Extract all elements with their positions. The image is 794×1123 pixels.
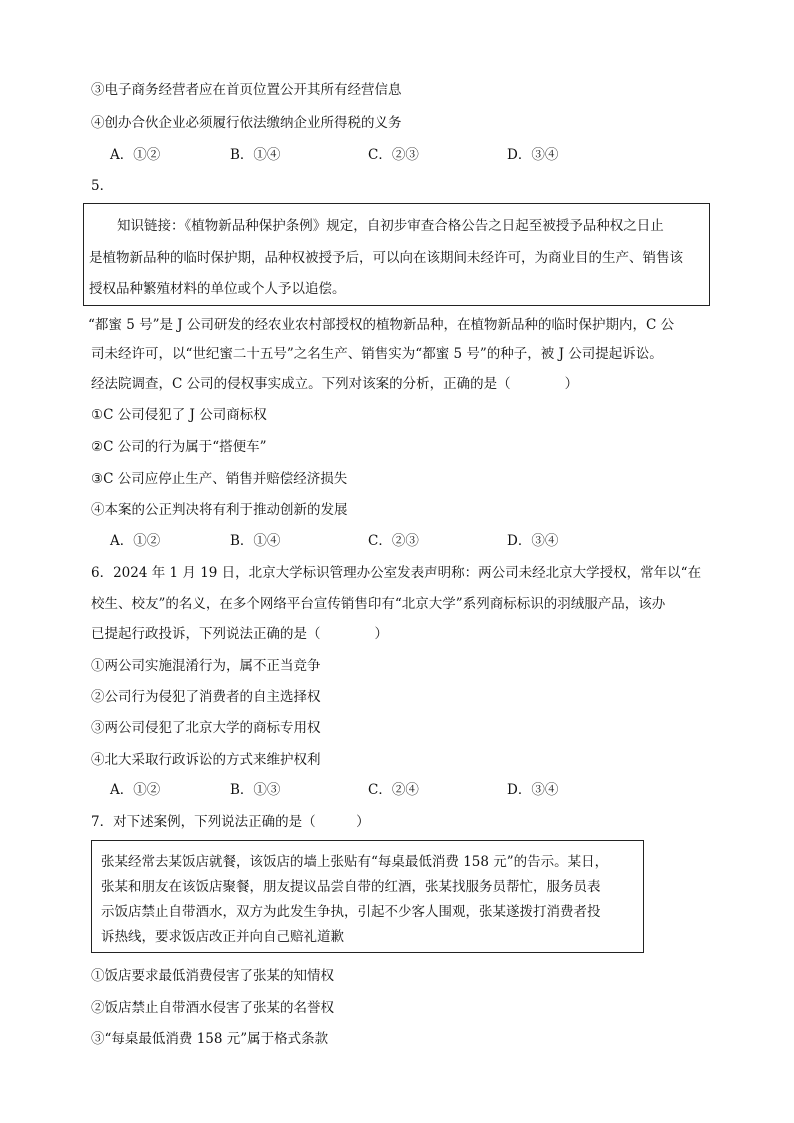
q7-item-1: ①饭店要求最低消费侵害了张某的知情权 <box>91 968 334 984</box>
q5-number: 5． <box>91 178 114 194</box>
q5-option-b: B．①④ <box>230 533 281 549</box>
q5-stem-line-2: 司未经许可，以“世纪蜜二十五号”之名生产、销售实为“都蜜 5 号”的种子，被 J 公司提起诉讼。 <box>91 346 663 362</box>
q4-option-c: C．②③ <box>368 147 419 163</box>
q7-box-line-4: 诉热线，要求饭店改正并向自己赔礼道歉 <box>101 929 344 945</box>
q5-item-3: ③C 公司应停止生产、销售并赔偿经济损失 <box>91 471 348 487</box>
q5-box-line-1: 知识链接：《植物新品种保护条例》规定，自初步审查合格公告之日起至被授予品种权之日止 <box>117 218 664 234</box>
q7-stem: 7．对下述案例，下列说法正确的是（ ） <box>91 814 370 830</box>
q5-knowledge-box <box>83 203 710 306</box>
q5-option-d: D．③④ <box>507 533 559 549</box>
q7-item-2: ②饭店禁止自带酒水侵害了张某的名誉权 <box>91 1000 334 1016</box>
q7-item-3: ③“每桌最低消费 158 元”属于格式条款 <box>91 1031 329 1047</box>
q4-option-d: D．③④ <box>507 147 559 163</box>
q5-box-line-2: 是植物新品种的临时保护期，品种权被授予后，可以向在该期间未经许可，为商业目的生产、销售该 <box>89 250 683 266</box>
q5-item-2: ②C 公司的行为属于“搭便车” <box>91 439 267 455</box>
q7-box-line-2: 张某和朋友在该饭店聚餐，朋友提议品尝自带的红酒，张某找服务员帮忙，服务员表 <box>101 879 601 895</box>
q7-box-line-3: 示饭店禁止自带酒水，双方为此发生争执，引起不少客人围观，张某遂拨打消费者投 <box>101 904 601 920</box>
q5-option-a: A．①② <box>110 533 161 549</box>
q6-stem-line-3: 已提起行政投诉，下列说法正确的是（ ） <box>91 626 388 642</box>
q6-item-1: ①两公司实施混淆行为，属不正当竞争 <box>91 658 321 674</box>
q5-option-c: C．②③ <box>368 533 419 549</box>
q6-option-b: B．①③ <box>230 782 281 798</box>
q6-option-a: A．①② <box>110 782 161 798</box>
q4-option-b: B．①④ <box>230 147 281 163</box>
q6-item-4: ④北大采取行政诉讼的方式来维护权利 <box>91 752 321 768</box>
q6-option-c: C．②④ <box>368 782 419 798</box>
q5-stem-line-3: 经法院调查，C 公司的侵权事实成立。下列对该案的分析，正确的是（ ） <box>91 376 579 392</box>
q7-box-line-1: 张某经常去某饭店就餐，该饭店的墙上张贴有“每桌最低消费 158 元”的告示。某日， <box>101 854 609 870</box>
q6-item-2: ②公司行为侵犯了消费者的自主选择权 <box>91 689 321 705</box>
q6-stem-line-2: 校生、校友”的名义，在多个网络平台宣传销售印有“北京大学”系列商标标识的羽绒服产品，该办 <box>91 596 666 612</box>
q4-item-3: ③电子商务经营者应在首页位置公开其所有经营信息 <box>91 82 402 98</box>
q7-case-box <box>91 840 644 953</box>
q4-item-4: ④创办合伙企业必须履行依法缴纳企业所得税的义务 <box>91 115 402 131</box>
q5-box-line-3: 授权品种繁殖材料的单位或个人予以追偿。 <box>89 281 346 297</box>
q5-stem-line-1: “都蜜 5 号”是 J 公司研发的经农业农村部授权的植物新品种，在植物新品种的临时保护期内，C 公 <box>88 317 675 333</box>
q6-option-d: D．③④ <box>507 782 559 798</box>
q5-item-4: ④本案的公正判决将有利于推动创新的发展 <box>91 502 348 518</box>
q4-option-a: A．①② <box>110 147 161 163</box>
q5-item-1: ①C 公司侵犯了 J 公司商标权 <box>91 407 267 423</box>
q6-stem-line-1: 6．2024 年 1 月 19 日，北京大学标识管理办公室发表声明称：两公司未经北京大学授权，常年以“在 <box>91 565 702 581</box>
q6-item-3: ③两公司侵犯了北京大学的商标专用权 <box>91 720 321 736</box>
